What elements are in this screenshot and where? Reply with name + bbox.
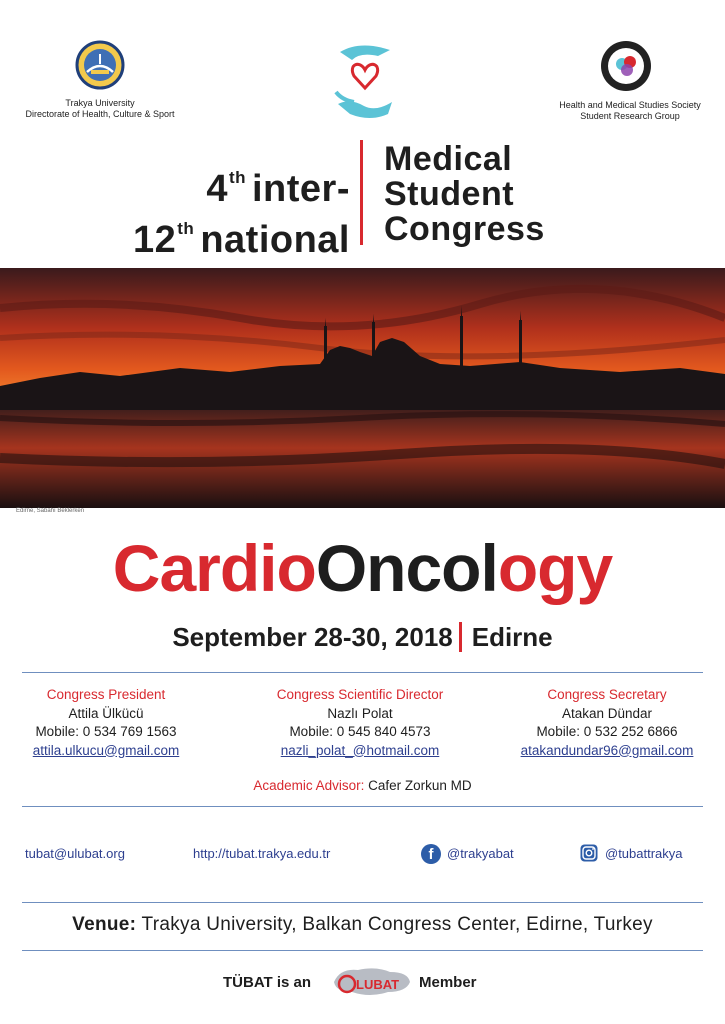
edition-line-1	[100, 158, 350, 209]
person-secretary	[487, 686, 725, 760]
theme-part-cardio: Cardio	[112, 531, 316, 605]
congress-name-line-2: Student	[384, 175, 515, 213]
edirne-sunset-photo	[0, 268, 725, 508]
congress-name-line-1: Medical	[384, 140, 513, 178]
person-mobile: Mobile: 0 534 769 1563	[35, 724, 177, 739]
venue-label: Venue:	[72, 914, 137, 935]
edition-number-international: 4	[206, 168, 228, 210]
person-email-link[interactable]: attila.ulkucu@gmail.com	[32, 742, 180, 758]
membership-prefix: TÜBAT is an	[223, 974, 312, 991]
instagram-icon	[580, 844, 598, 862]
photo-caption: Edirne, Sabahı Beklerken	[16, 508, 85, 514]
venue-text: Trakya University, Balkan Congress Center, Edirne, Turkey	[141, 914, 653, 935]
person-mobile: Mobile: 0 545 840 4573	[289, 724, 431, 739]
theme-part-oncol: Oncol	[315, 531, 498, 605]
divider-venue-bottom	[22, 950, 703, 951]
congress-name	[384, 142, 545, 247]
theme-part-ogy: ogy	[497, 531, 613, 605]
trakya-university-logo	[75, 40, 125, 90]
person-role: Congress Secretary	[547, 687, 667, 702]
website-link[interactable]: http://tubat.trakya.edu.tr	[193, 846, 331, 861]
person-mobile: Mobile: 0 532 252 6866	[536, 724, 678, 739]
edition-label-national: national	[200, 219, 350, 261]
advisor-label: Academic Advisor:	[253, 778, 365, 793]
date-divider	[459, 622, 462, 652]
edition-label-inter: inter-	[252, 168, 350, 210]
org-left-line-1: Trakya University	[65, 98, 135, 108]
event-dates: September 28-30, 2018	[172, 622, 453, 652]
venue	[0, 914, 725, 936]
org-left-line-2: Directorate of Health, Culture & Sport	[25, 109, 175, 119]
person-president	[0, 686, 226, 760]
hands-heart-icon	[330, 42, 400, 122]
edition-line-2	[100, 209, 350, 260]
edition-suffix: th	[228, 168, 246, 187]
membership-suffix: Member	[419, 974, 477, 991]
congress-name-line-3: Congress	[384, 210, 545, 248]
advisor-name: Cafer Zorkun MD	[368, 778, 472, 793]
person-email-link[interactable]: nazli_polat_@hotmail.com	[280, 742, 440, 758]
event-city: Edirne	[471, 622, 553, 652]
person-name: Attila Ülkücü	[68, 705, 144, 721]
event-date-location	[0, 620, 725, 654]
congress-theme-title	[0, 530, 725, 606]
ulubat-logo	[330, 962, 412, 1002]
facebook-icon: f	[421, 844, 441, 864]
person-role: Congress Scientific Director	[276, 687, 444, 702]
divider-middle	[22, 806, 703, 807]
edition-suffix: th	[177, 219, 195, 238]
divider-top	[22, 672, 703, 673]
person-name: Nazlı Polat	[327, 705, 393, 721]
instagram-handle-link[interactable]: @tubattrakya	[605, 846, 683, 861]
title-divider	[360, 140, 363, 245]
org-right-line-1: Health and Medical Studies Society	[559, 100, 701, 110]
person-name: Atakan Dündar	[561, 705, 653, 721]
person-email-link[interactable]: atakandundar96@gmail.com	[520, 742, 694, 758]
org-left	[0, 98, 200, 120]
edition-number-national: 12	[132, 219, 177, 261]
academic-advisor	[0, 778, 725, 793]
person-role: Congress President	[46, 687, 166, 702]
org-right-line-2: Student Research Group	[580, 111, 680, 121]
divider-venue-top	[22, 902, 703, 903]
org-right	[540, 100, 720, 122]
svg-text:LUBAT: LUBAT	[356, 977, 400, 992]
contact-email-link[interactable]: tubat@ulubat.org	[25, 846, 125, 861]
congress-edition	[100, 158, 350, 260]
facebook-handle-link[interactable]: @trakyabat	[447, 846, 514, 861]
society-seal-icon	[600, 40, 652, 92]
person-scientific-director	[240, 686, 480, 760]
